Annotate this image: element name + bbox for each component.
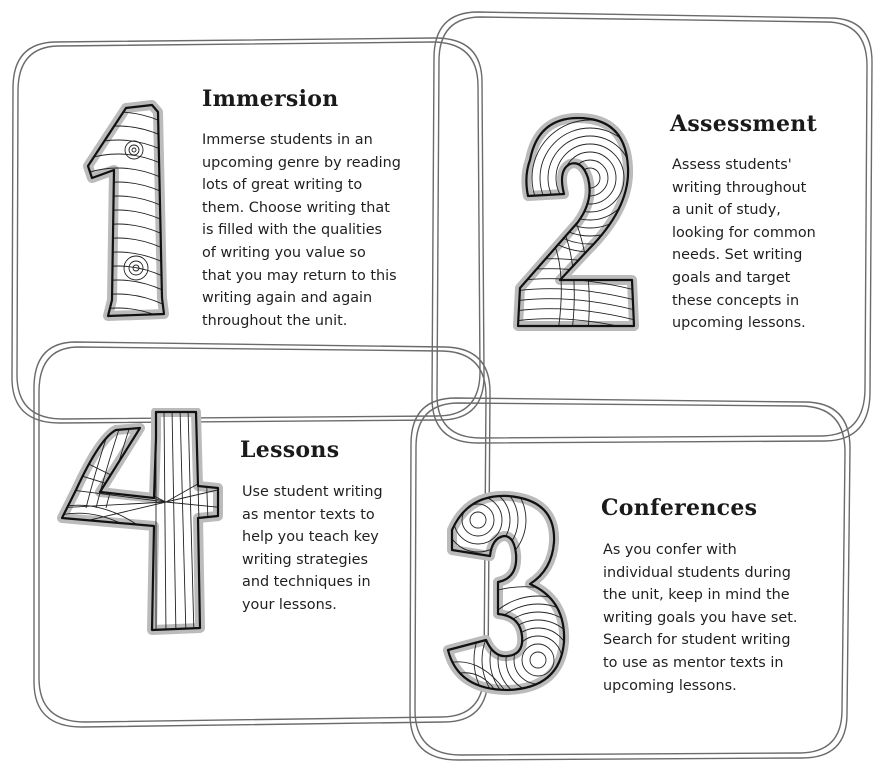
text-line: your lessons. bbox=[242, 596, 337, 613]
text-line: upcoming lessons. bbox=[603, 677, 737, 694]
body-assessment bbox=[672, 154, 816, 335]
text-line: these concepts in bbox=[672, 292, 800, 309]
text-line: As you confer with bbox=[603, 542, 737, 558]
body-lessons bbox=[242, 481, 383, 617]
text-line: Search for student writing bbox=[603, 632, 791, 649]
heading-immersion: Immersion bbox=[202, 86, 339, 112]
heading-conferences: Conferences bbox=[601, 495, 758, 521]
text-line: of writing you value so bbox=[202, 244, 366, 261]
body-conferences bbox=[603, 539, 797, 697]
heading-lessons: Lessons bbox=[240, 437, 340, 463]
text-line: them. Choose writing that bbox=[202, 199, 390, 216]
text-line: Immerse students in an bbox=[202, 132, 373, 148]
text-line: that you may return to this bbox=[202, 267, 397, 284]
text-line: writing throughout bbox=[672, 179, 807, 196]
text-line: writing strategies bbox=[242, 551, 369, 568]
text-line: and techniques in bbox=[242, 574, 371, 591]
text-line: help you teach key bbox=[242, 529, 379, 546]
text-line: Use student writing bbox=[242, 484, 383, 500]
text-line: is filled with the qualities bbox=[202, 222, 383, 239]
text-line: writing goals you have set. bbox=[603, 609, 798, 626]
numeral-2-icon bbox=[508, 112, 643, 334]
text-line: the unit, keep in mind the bbox=[603, 587, 790, 604]
text-line: looking for common bbox=[672, 224, 816, 241]
numeral-3-icon bbox=[438, 490, 578, 695]
text-line: throughout the unit. bbox=[202, 312, 348, 329]
text-line: to use as mentor texts in bbox=[603, 654, 784, 671]
text-line: upcoming genre by reading bbox=[202, 154, 401, 171]
text-line: upcoming lessons. bbox=[672, 315, 806, 332]
text-line: individual students during bbox=[603, 564, 791, 581]
text-line: goals and target bbox=[672, 269, 791, 286]
heading-assessment: Assessment bbox=[670, 111, 818, 137]
text-line: lots of great writing to bbox=[202, 177, 363, 194]
numeral-1-icon bbox=[78, 100, 178, 325]
text-line: writing again and again bbox=[202, 290, 373, 307]
text-line: Assess students' bbox=[672, 157, 792, 173]
text-line: as mentor texts to bbox=[242, 506, 375, 523]
body-immersion bbox=[202, 129, 401, 332]
text-line: needs. Set writing bbox=[672, 247, 803, 264]
text-line: a unit of study, bbox=[672, 202, 781, 219]
numeral-4-icon bbox=[56, 408, 226, 636]
